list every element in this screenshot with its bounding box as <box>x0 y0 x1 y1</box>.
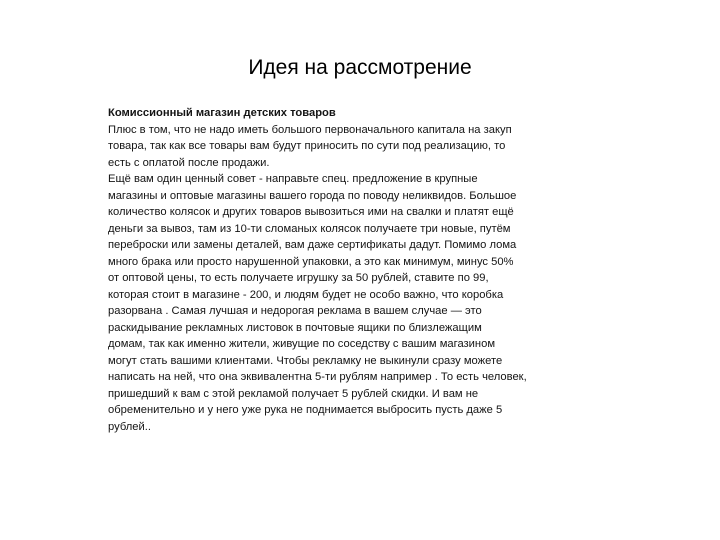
slide-subtitle: Комиссионный магазин детских товаров <box>108 107 336 119</box>
body-line: переброски или замены деталей, вам даже сертификаты дадут. Помимо лома <box>108 239 517 251</box>
body-line: разорвана . Самая лучшая и недорогая реклама в вашем случае — это <box>108 305 482 317</box>
body-line: много брака или просто нарушенной упаковки, а это как минимум, минус 50% <box>108 255 514 268</box>
body-line: могут стать вашими клиентами. Чтобы рекламку не выкинули сразу можете <box>108 354 503 367</box>
body-line: от оптовой цены, то есть получаете игрушку за 50 рублей, ставите по 99, <box>108 272 489 284</box>
slide-title: Идея на рассмотрение <box>248 56 472 79</box>
body-line: товара, так как все товары вам будут приносить по сути под реализацию, то <box>108 140 506 152</box>
body-line: есть с оплатой после продажи. <box>108 156 270 169</box>
body-line: обременительно и у него уже рука не поднимается выбросить пусть даже 5 <box>108 404 503 416</box>
body-line: рублей.. <box>108 420 151 433</box>
body-line: раскидывание рекламных листовок в почтовые ящики по близлежащим <box>108 321 482 334</box>
body-line: магазины и оптовые магазины вашего города по поводу неликвидов. Большое <box>108 189 517 202</box>
body-line: количество колясок и других товаров вывозиться ими на свалки и платят ещё <box>108 206 514 218</box>
body-line: написать на ней, что она эквивалентна 5-ти рублям например . То есть человек, <box>108 371 527 383</box>
body-line: пришедший к вам с этой рекламой получает 5 рублей скидки. И вам не <box>108 387 479 400</box>
body-line: деньги за вывоз, там из 10-ти сломаных колясок получаете три новые, путём <box>108 222 511 235</box>
body-line: Ещё вам один ценный совет - направьте спец. предложение в крупные <box>108 173 478 185</box>
body-line: которая стоит в магазине - 200, и людям будет не особо важно, что коробка <box>108 288 504 301</box>
slide-body <box>108 105 588 435</box>
body-line: домам, так как именно жители, живущие по соседству с вашим магазином <box>108 338 496 350</box>
body-line: Плюс в том, что не надо иметь большого первоначального капитала на закуп <box>108 123 512 136</box>
